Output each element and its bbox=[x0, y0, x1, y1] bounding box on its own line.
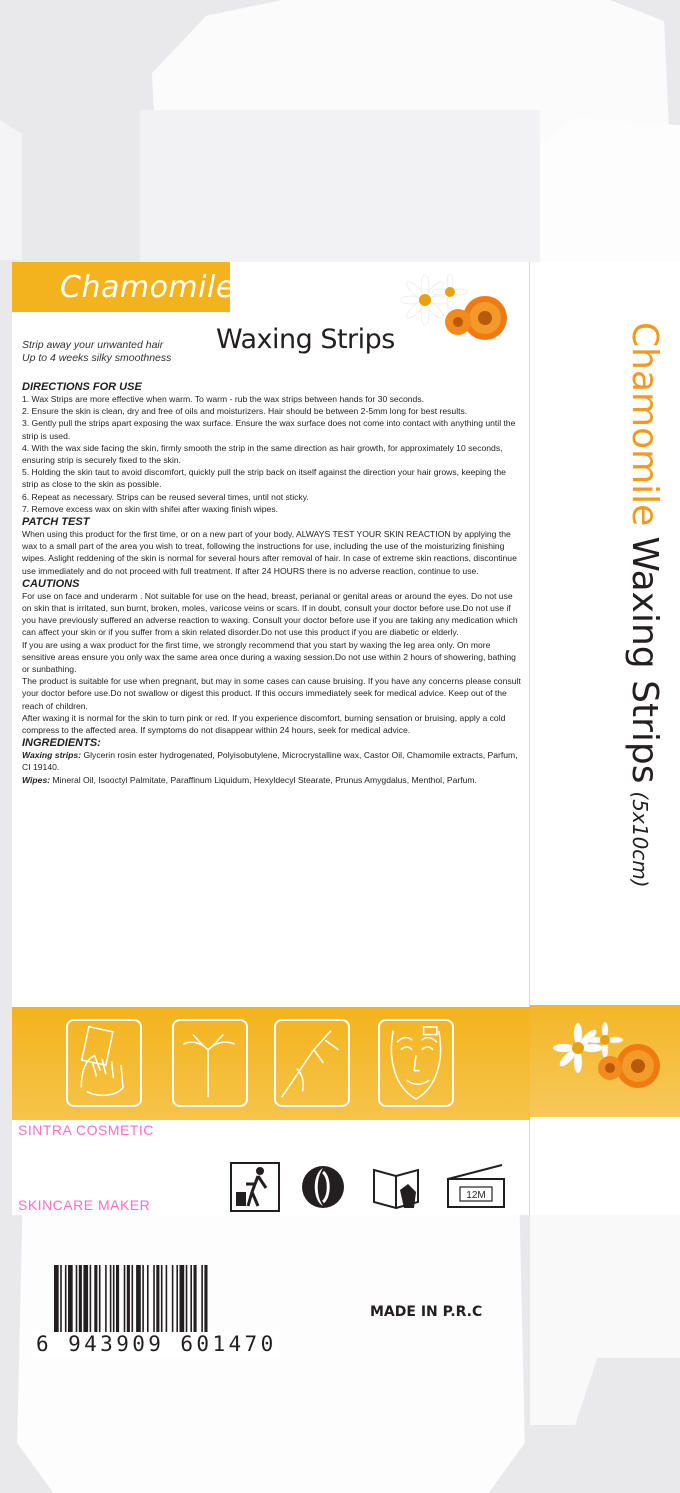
cautions-heading: CAUTIONS bbox=[22, 577, 80, 590]
brand-name: Chamomile bbox=[60, 270, 235, 305]
side-title: Waxing Strips bbox=[624, 536, 665, 784]
barcode-bar bbox=[190, 1265, 192, 1337]
ingredients-strips bbox=[22, 749, 522, 773]
brand-bar bbox=[12, 262, 235, 312]
ingredients-heading: INGREDIENTS: bbox=[22, 737, 101, 750]
barcode-bar bbox=[99, 1265, 101, 1337]
pao-12m-icon bbox=[442, 1159, 508, 1213]
product-title: Waxing Strips bbox=[216, 324, 395, 355]
direction-step: 1. Wax Strips are more effective when warm. To warm - rub the wax strips between hands for 30 seconds. bbox=[22, 394, 425, 404]
direction-step: 7. Remove excess wax on skin with shifei after waxing finish wipes. bbox=[22, 503, 279, 514]
side-product-name bbox=[615, 322, 665, 1042]
strips-peeling-icon bbox=[172, 1019, 248, 1107]
pao-label: 12M bbox=[466, 1190, 486, 1201]
tidyman-recycle-icon bbox=[230, 1162, 280, 1212]
barcode-bar bbox=[172, 1265, 174, 1337]
right-bottom-tab bbox=[530, 1215, 680, 1425]
patch-test-text: When using this product for the first time, or on a new part of your body, ALWAYS TEST YOUR SKIN REACTION by applying the wax to a small part of the area you wish to treat, following the instructions for use, including the use of the moisturizing finishing wipes. Aslight reddening of the skin is normal for several hours after removal of hair. In case of extreme skin reactions, discontinue use immediately and do not proceed with full treatment. If after 24 HOURS there is no adverse reaction, continue to use. bbox=[22, 529, 517, 576]
barcode-bar bbox=[68, 1265, 73, 1337]
tagline-line: Up to 4 weeks silky smoothness bbox=[22, 352, 172, 364]
barcode-bar bbox=[65, 1265, 67, 1337]
barcode-bar bbox=[110, 1265, 112, 1337]
green-dot-icon bbox=[300, 1164, 346, 1210]
barcode-bar bbox=[180, 1265, 185, 1337]
directions-heading: DIRECTIONS FOR USE bbox=[22, 381, 142, 393]
caution-paragraph: For use on face and underarm . Not suitable for use on the head, breast, perianal or genital areas or around the eyes. Do not use on skin that is irritated, sun burnt, broken, moles, varicose veins or scars. If in doubt, consult your doctor before use.Do not use if you have previously suffered an adverse reaction to waxing. Consult your doctor before use if you are taking any medication which can affect your skin or if you suffer from a skin related disorder.Do not use this product if you are diabetic or elderly. bbox=[22, 590, 518, 638]
direction-step: 5. Holding the skin taut to avoid discomfort, quickly pull the strip back on itself against the direction your hair grows, keeping the strip as close to the skin as possible. bbox=[22, 467, 506, 490]
front-panel bbox=[12, 262, 530, 1215]
ingredients-list: Mineral Oil, Isooctyl Palmitate, Paraffinum Liquidum, Hexyldecyl Stearate, Prunus Amygdalus, Menthol, Parfum. bbox=[50, 774, 477, 785]
side-size: (5x10cm) bbox=[628, 791, 652, 888]
caution-paragraph: If you are using a wax product for the first time, we strongly recommend that you start by waxing the leg area only. On more sensitive areas ensure you only wax the same area once during a waxing session.Do not use within 2 hours of showering, bathing or sunbathing. bbox=[22, 639, 516, 675]
barcode-bar bbox=[79, 1265, 82, 1337]
instructions-text bbox=[22, 380, 522, 786]
direction-step: 6. Repeat as necessary. Strips can be reused several times, until not sticky. bbox=[22, 491, 309, 502]
tagline bbox=[22, 339, 171, 365]
ingredients-label: Wipes: bbox=[22, 774, 51, 785]
patch-test-heading: PATCH TEST bbox=[22, 516, 90, 529]
caution-paragraph: After waxing it is normal for the skin to turn pink or red. If you experience discomfort, burning sensation or bruising, apply a cold compress to the affected area. If symptoms do not disappear within 24 hours, seek for medical advice. bbox=[22, 712, 506, 736]
hands-rubbing-icon bbox=[66, 1019, 142, 1107]
direction-step: 2. Ensure the skin is clean, dry and free of oils and moisturizers. Hair should be between 2-5mm long for best results. bbox=[22, 406, 468, 417]
chamomile-flowers-icon bbox=[550, 1014, 670, 1094]
direction-step: 4. With the wax side facing the skin, firmly smooth the strip in the same direction as hair growth, for approximately 10 seconds, ensuring strip is securely fixed to the skin. bbox=[22, 442, 503, 466]
usage-icons-band bbox=[12, 1007, 530, 1120]
barcode-bar bbox=[136, 1265, 141, 1337]
barcode-bar bbox=[166, 1265, 168, 1337]
right-top-tab bbox=[540, 118, 680, 262]
barcode-bar bbox=[124, 1265, 126, 1337]
underarm-waxing-icon bbox=[274, 1019, 350, 1107]
maker-tagline: SKINCARE MAKER bbox=[18, 1197, 151, 1213]
made-in-label: MADE IN P.R.C bbox=[370, 1304, 483, 1320]
barcode-bar bbox=[76, 1265, 78, 1337]
ingredients-list: Glycerin rosin ester hydrogenated, Polyisobutylene, Microcrystalline wax, Castor Oil, Chamomile extracts, Parfum, CI 19140. bbox=[22, 750, 518, 773]
barcode-bar bbox=[186, 1265, 188, 1337]
barcode-bar bbox=[83, 1265, 88, 1337]
caution-paragraph: The product is suitable for use when pregnant, but may in some cases can cause bruising. If you have any concerns please consult your doctor before use.Do not swallow or digest this product. If this occurs immediately seek for medical advice. Keep out of the reach of children. bbox=[22, 676, 521, 711]
barcode-bar bbox=[194, 1265, 197, 1337]
side-brand: Chamomile bbox=[624, 322, 665, 527]
direction-step: 3. Gently pull the strips apart exposing the wax surface. Ensure the wax surface does not come into contact with anything until the strip is used. bbox=[22, 418, 516, 441]
chamomile-flowers-icon bbox=[390, 270, 510, 350]
side-panel bbox=[530, 262, 680, 1215]
barcode-bar bbox=[147, 1265, 149, 1337]
tagline-line: Strip away your unwanted hair bbox=[22, 339, 164, 351]
barcode-bar bbox=[156, 1265, 159, 1337]
barcode-bar bbox=[176, 1265, 178, 1337]
face-waxing-icon bbox=[378, 1019, 454, 1107]
ingredients-label: Waxing strips: bbox=[22, 750, 82, 761]
read-leaflet-icon bbox=[370, 1162, 424, 1212]
left-glue-tab bbox=[0, 120, 22, 260]
barcode-bar bbox=[116, 1265, 119, 1337]
barcode-bar bbox=[113, 1265, 115, 1337]
barcode-number: 6 943909 601470 bbox=[36, 1332, 277, 1356]
ingredients-wipes bbox=[22, 774, 522, 786]
barcode-bar bbox=[153, 1265, 155, 1337]
barcode-bar bbox=[105, 1265, 107, 1337]
barcode-bar bbox=[90, 1265, 92, 1337]
maker-name: SINTRA COSMETIC bbox=[18, 1122, 154, 1138]
barcode-bar bbox=[142, 1265, 144, 1337]
barcode-bar bbox=[161, 1265, 163, 1337]
barcode-bar bbox=[94, 1265, 97, 1337]
top-inner-flap bbox=[140, 110, 540, 262]
